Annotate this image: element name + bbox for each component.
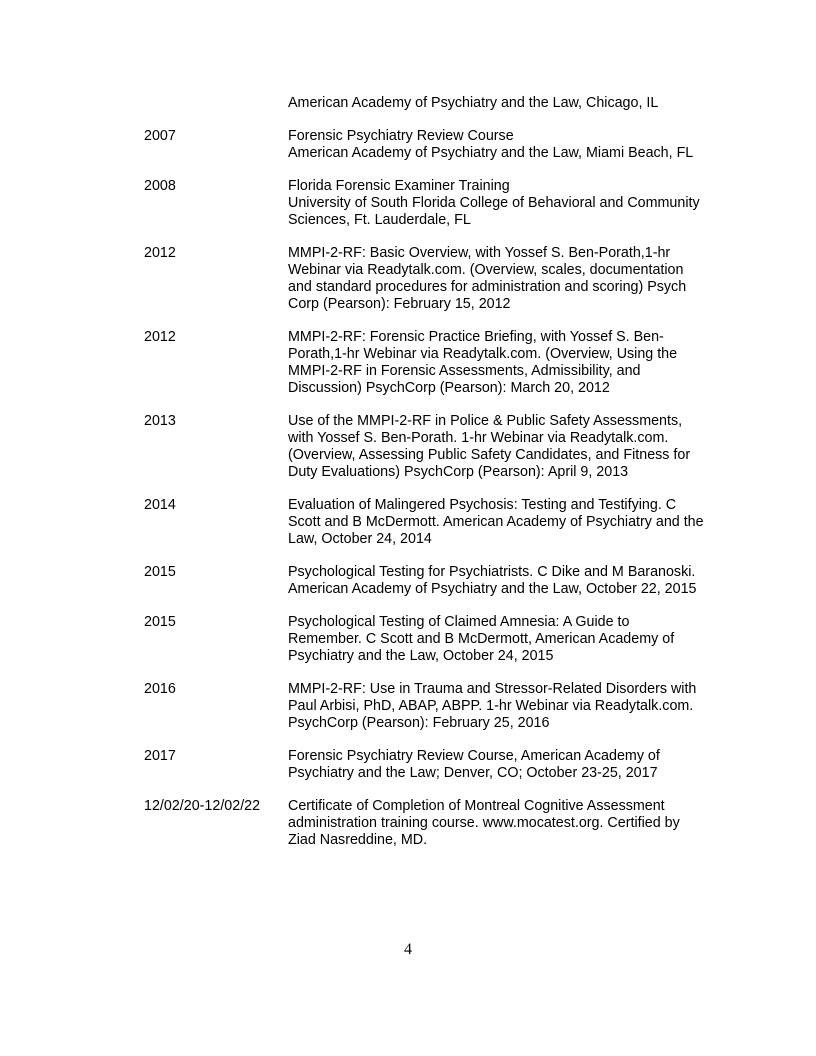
entry-description [288, 245, 728, 313]
list-item [144, 413, 744, 481]
entry-description-line: Use of the MMPI-2-RF in Police & Public Safety Assessments, [288, 413, 683, 429]
page-number: 4 [404, 941, 412, 958]
entry-description-line: Psychological Testing of Claimed Amnesia: A Guide to [288, 614, 630, 630]
entry-description-line: Certificate of Completion of Montreal Cognitive Assessment [288, 798, 665, 814]
entry-description-line: Webinar via Readytalk.com. (Overview, scales, documentation [288, 262, 684, 278]
entry-description-line: Sciences, Ft. Lauderdale, FL [288, 212, 471, 228]
entry-description-line: Discussion) PsychCorp (Pearson): March 20, 2012 [288, 380, 610, 396]
list-item [144, 614, 744, 665]
training-entries-list [144, 95, 744, 865]
entry-description [288, 329, 728, 397]
entry-description-line: American Academy of Psychiatry and the Law, October 22, 2015 [288, 581, 697, 597]
entry-date: 2015 [144, 564, 176, 580]
entry-description-line: University of South Florida College of Behavioral and Community [288, 195, 700, 211]
entry-description-line: Forensic Psychiatry Review Course, American Academy of [288, 748, 660, 764]
entry-description-line: and standard procedures for administration and scoring) Psych [288, 279, 687, 295]
entry-date: 2012 [144, 329, 176, 345]
entry-description [288, 748, 728, 782]
entry-description [288, 178, 728, 229]
entry-date: 2008 [144, 178, 176, 194]
entry-description-line: Scott and B McDermott. American Academy of Psychiatry and the [288, 514, 704, 530]
entry-date: 2017 [144, 748, 176, 764]
entry-description-line: (Overview, Assessing Public Safety Candidates, and Fitness for [288, 447, 691, 463]
entry-description [288, 497, 728, 548]
list-item [144, 95, 744, 112]
entry-description-line: MMPI-2-RF: Basic Overview, with Yossef S. Ben-Porath,1-hr [288, 245, 671, 261]
entry-description [288, 564, 728, 598]
entry-description-line: MMPI-2-RF in Forensic Assessments, Admissibility, and [288, 363, 641, 379]
entry-description-line: Duty Evaluations) PsychCorp (Pearson): April 9, 2013 [288, 464, 629, 480]
list-item [144, 748, 744, 782]
entry-description-line: Psychiatry and the Law; Denver, CO; October 23-25, 2017 [288, 765, 658, 781]
list-item [144, 564, 744, 598]
entry-date: 12/02/20-12/02/22 [144, 798, 261, 814]
entry-date: 2014 [144, 497, 176, 513]
entry-description-line: Psychological Testing for Psychiatrists. C Dike and M Baranoski. [288, 564, 696, 580]
list-item [144, 329, 744, 397]
entry-description [288, 413, 728, 481]
list-item [144, 178, 744, 229]
list-item [144, 798, 744, 849]
entry-date: 2012 [144, 245, 176, 261]
list-item [144, 245, 744, 313]
entry-date: 2016 [144, 681, 176, 697]
entry-description [288, 798, 728, 849]
entry-description-line: Psychiatry and the Law, October 24, 2015 [288, 648, 554, 664]
entry-description-line: Ziad Nasreddine, MD. [288, 832, 428, 848]
entry-date: 2015 [144, 614, 176, 630]
entry-description-line: Florida Forensic Examiner Training [288, 178, 510, 194]
entry-description-line: administration training course. www.mocatest.org. Certified by [288, 815, 680, 831]
entry-date: 2007 [144, 128, 176, 144]
entry-description-line: PsychCorp (Pearson): February 25, 2016 [288, 715, 550, 731]
entry-description-line: MMPI-2-RF: Use in Trauma and Stressor-Related Disorders with [288, 681, 697, 697]
list-item [144, 681, 744, 732]
entry-description [288, 681, 728, 732]
entry-description-line: American Academy of Psychiatry and the Law, Miami Beach, FL [288, 145, 694, 161]
entry-date: 2013 [144, 413, 176, 429]
entry-description-line: Law, October 24, 2014 [288, 531, 432, 547]
entry-description-line: Porath,1-hr Webinar via Readytalk.com. (Overview, Using the [288, 346, 678, 362]
entry-description-line: Evaluation of Malingered Psychosis: Testing and Testifying. C [288, 497, 677, 513]
entry-description-line: with Yossef S. Ben-Porath. 1-hr Webinar via Readytalk.com. [288, 430, 669, 446]
list-item [144, 497, 744, 548]
entry-description [288, 614, 728, 665]
entry-description [288, 95, 728, 112]
entry-description-line: American Academy of Psychiatry and the Law, Chicago, IL [288, 95, 659, 111]
entry-description-line: Paul Arbisi, PhD, ABAP, ABPP. 1-hr Webinar via Readytalk.com. [288, 698, 694, 714]
entry-description-line: Remember. C Scott and B McDermott, American Academy of [288, 631, 675, 647]
entry-description [288, 128, 728, 162]
entry-description-line: MMPI-2-RF: Forensic Practice Briefing, with Yossef S. Ben- [288, 329, 664, 345]
list-item [144, 128, 744, 162]
entry-description-line: Corp (Pearson): February 15, 2012 [288, 296, 511, 312]
entry-description-line: Forensic Psychiatry Review Course [288, 128, 514, 144]
